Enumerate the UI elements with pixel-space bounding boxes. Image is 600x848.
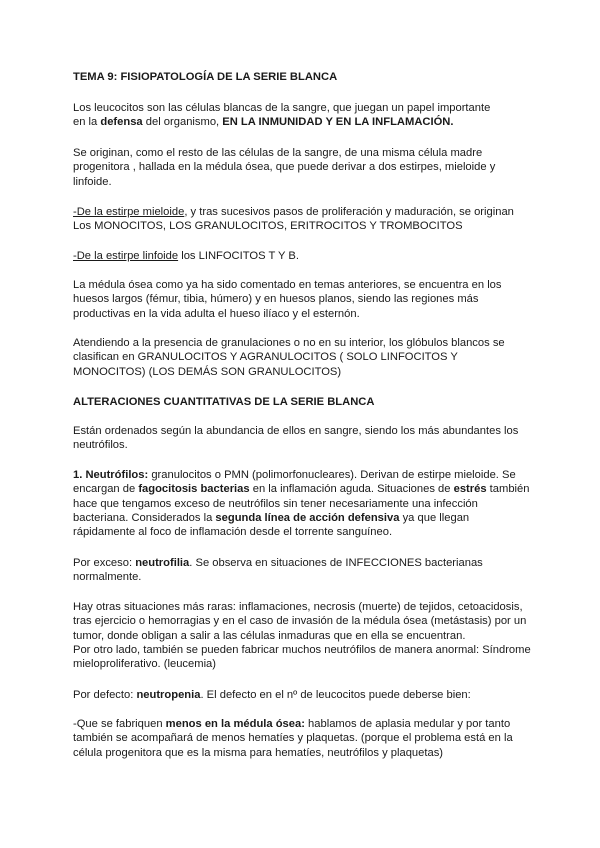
text-line: tumor, donde obligan a salir a las células inmaduras que en ella se encuentran. xyxy=(73,629,466,642)
text-line: rápidamente al foco de inflamación desde el torrente sanguíneo. xyxy=(73,526,393,539)
order-paragraph xyxy=(73,424,543,453)
text-line: productivas en la vida adulta el hueso ilíaco y el esternón. xyxy=(73,307,360,320)
text-line: 1. Neutrófilos: granulocitos o PMN (polimorfonucleares). Derivan de estirpe mieloide. Se xyxy=(73,469,516,481)
neutrophils-paragraph xyxy=(73,468,543,539)
text-line: huesos largos (fémur, tibia, húmero) y en huesos planos, siendo las regiones más xyxy=(73,293,479,306)
text-line: -De la estirpe linfoide los LINFOCITOS T Y B. xyxy=(73,250,299,262)
text-line: Están ordenados según la abundancia de ellos en sangre, siendo los más abundantes los xyxy=(73,425,519,437)
text-line: La médula ósea como ya ha sido comentado en temas anteriores, se encuentra en los xyxy=(73,279,502,291)
myeloid-paragraph xyxy=(73,205,543,234)
text-line: Se originan, como el resto de las células de la sangre, de una misma célula madre xyxy=(73,147,483,159)
text-line: mieloproliferativo. (leucemia) xyxy=(73,658,217,671)
section-title: ALTERACIONES CUANTITATIVAS DE LA SERIE BLANCA xyxy=(73,396,375,408)
text-line: hace que tengamos exceso de neutrófilos sin tener necesariamente una infección xyxy=(73,497,478,510)
text-line: linfoide. xyxy=(73,175,112,188)
text-line: también se acompañará de menos hematíes y plaquetas. (porque el problema está en la xyxy=(73,732,513,745)
text-line: célula progenitora que es la misma para hematíes, neutrófilos y plaquetas) xyxy=(73,746,444,759)
text-line: Los leucocitos son las células blancas de la sangre, que juegan un papel importante xyxy=(73,102,491,114)
text-line: MONOCITOS) (LOS DEMÁS SON GRANULOCITOS) xyxy=(73,365,342,378)
text-line: -Que se fabriquen menos en la médula ósea: hablamos de aplasia medular y por tanto xyxy=(73,718,511,730)
defect-paragraph xyxy=(73,688,543,702)
text-line: Por defecto: neutropenia. El defecto en el nº de leucocitos puede deberse bien: xyxy=(73,689,471,701)
excess-paragraph xyxy=(73,556,543,585)
granules-paragraph xyxy=(73,336,543,379)
marrow-paragraph xyxy=(73,278,543,321)
text-line: Por otro lado, también se pueden fabricar muchos neutrófilos de manera anormal: Síndrome xyxy=(73,643,531,656)
text-line: neutrófilos. xyxy=(73,439,128,452)
text-line: Los MONOCITOS, LOS GRANULOCITOS, ERITROCITOS Y TROMBOCITOS xyxy=(73,220,463,233)
text-line: Atendiendo a la presencia de granulaciones o no en su interior, los glóbulos blancos se xyxy=(73,337,505,349)
page-title: TEMA 9: FISIOPATOLOGÍA DE LA SERIE BLANCA xyxy=(73,71,338,83)
marrow-defect-paragraph xyxy=(73,717,543,760)
other-situations-paragraph xyxy=(73,600,543,671)
text-line: clasifican en GRANULOCITOS Y AGRANULOCITOS ( SOLO LINFOCITOS Y xyxy=(73,351,458,364)
text-line: encargan de fagocitosis bacterias en la inflamación aguda. Situaciones de estrés también xyxy=(73,483,530,496)
text-line: normalmente. xyxy=(73,571,142,584)
intro-paragraph xyxy=(73,101,543,130)
text-line: tras ejercicio o hemorragias y en el caso de invasión de la médula ósea (metástasis) por un xyxy=(73,615,527,628)
text-line: en la defensa del organismo, EN LA INMUNIDAD Y EN LA INFLAMACIÓN. xyxy=(73,116,454,129)
text-line: progenitora , hallada en la médula ósea, que puede derivar a dos estirpes, mieloide y xyxy=(73,161,496,174)
text-line: bacteriana. Considerados la segunda línea de acción defensiva ya que llegan xyxy=(73,511,470,524)
origin-paragraph xyxy=(73,146,543,189)
lymphoid-paragraph xyxy=(73,249,543,263)
text-line: Por exceso: neutrofilia. Se observa en situaciones de INFECCIONES bacterianas xyxy=(73,557,483,569)
text-line: -De la estirpe mieloide, y tras sucesivos pasos de proliferación y maduración, se originan xyxy=(73,206,514,218)
text-line: Hay otras situaciones más raras: inflamaciones, necrosis (muerte) de tejidos, cetoacidosis, xyxy=(73,601,523,613)
